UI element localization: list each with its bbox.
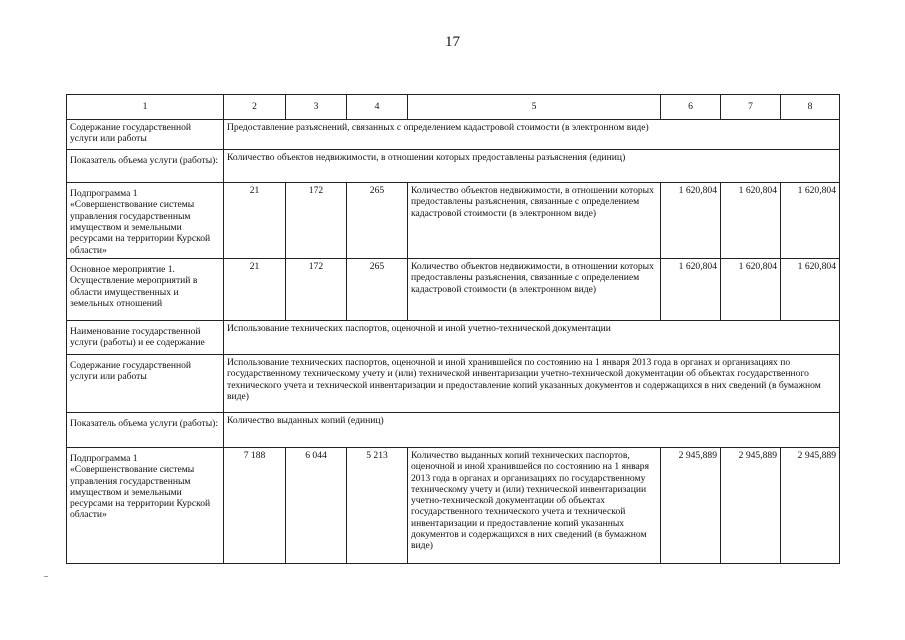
row-label: Основное мероприятие 1. Осуществление мероприятий в области имущественных и земельных отношений xyxy=(67,258,224,320)
row-span-text: Использование технических паспортов, оценочной и иной хранившейся по состоянию на 1 января 2013 года в органах и организациях по государственному техническому учету и (или) технической инвентаризации учетно-технической документации об объектах государственного технического учета и технической инвентаризации и предоставление копий указанных документов и содержащихся в них сведений (в бумажном виде) xyxy=(224,354,840,412)
cell-value: 1 620,804 xyxy=(661,258,721,320)
table-row xyxy=(67,120,840,150)
column-header: 6 xyxy=(661,95,721,120)
table-row xyxy=(67,447,840,563)
row-label: Содержание государственной услуги или работы xyxy=(67,354,224,412)
cell-value: 6 044 xyxy=(286,447,347,563)
column-header: 3 xyxy=(286,95,347,120)
table-row xyxy=(67,183,840,259)
cell-value: 7 188 xyxy=(224,447,286,563)
cell-value: 5 213 xyxy=(347,447,408,563)
column-header: 5 xyxy=(408,95,661,120)
table-row xyxy=(67,354,840,412)
cell-value: 172 xyxy=(286,258,347,320)
column-header: 2 xyxy=(224,95,286,120)
cell-description: Количество объектов недвижимости, в отношении которых предоставлены разъяснения, связанные с определением кадастровой стоимости (в электронном виде) xyxy=(408,258,661,320)
cell-description: Количество объектов недвижимости, в отношении которых предоставлены разъяснения, связанные с определением кадастровой стоимости (в электронном виде) xyxy=(408,183,661,259)
row-label: Показатель объема услуги (работы): xyxy=(67,412,224,447)
row-label: Подпрограмма 1 «Совершенствование системы управления государственным имуществом и земельными ресурсами на территории Курской области» xyxy=(67,183,224,259)
row-label: Наименование государственной услуги (работы) и ее содержание xyxy=(67,320,224,354)
cell-value: 1 620,804 xyxy=(721,183,781,259)
table-header-row xyxy=(67,95,840,120)
row-span-text: Использование технических паспортов, оценочной и иной учетно-технической документации xyxy=(224,320,840,354)
cell-value: 2 945,889 xyxy=(721,447,781,563)
table-row xyxy=(67,320,840,354)
page-number: 17 xyxy=(445,34,460,50)
row-span-text: Количество объектов недвижимости, в отношении которых предоставлены разъяснения (единиц) xyxy=(224,150,840,183)
column-header: 1 xyxy=(67,95,224,120)
cell-value: 172 xyxy=(286,183,347,259)
cell-value: 1 620,804 xyxy=(781,258,840,320)
table-row xyxy=(67,150,840,183)
cell-value: 1 620,804 xyxy=(721,258,781,320)
row-label: Подпрограмма 1 «Совершенствование системы управления государственным имуществом и земельными ресурсами на территории Курской области» xyxy=(67,447,224,563)
cell-value: 265 xyxy=(347,258,408,320)
cell-value: 21 xyxy=(224,183,286,259)
service-table xyxy=(66,94,840,564)
cell-description: Количество выданных копий технических паспортов, оценочной и иной хранившейся по состоянию на 1 января 2013 года в органах и организациях по государственному техническому учету и (или) технической инвентаризации учетно-технической документации об объектах государственного технического учета и технической инвентаризации и предоставление копий указанных документов и содержащихся в них сведений (в бумажном виде) xyxy=(408,447,661,563)
cell-value: 1 620,804 xyxy=(781,183,840,259)
column-header: 7 xyxy=(721,95,781,120)
row-span-text: Количество выданных копий (единиц) xyxy=(224,412,840,447)
cell-value: 1 620,804 xyxy=(661,183,721,259)
table-row xyxy=(67,412,840,447)
row-label: Содержание государственной услуги или работы xyxy=(67,120,224,150)
column-header: 8 xyxy=(781,95,840,120)
cell-value: 2 945,889 xyxy=(781,447,840,563)
cell-value: 21 xyxy=(224,258,286,320)
cell-value: 265 xyxy=(347,183,408,259)
cell-value: 2 945,889 xyxy=(661,447,721,563)
scan-mark xyxy=(44,576,48,577)
table-row xyxy=(67,258,840,320)
row-span-text: Предоставление разъяснений, связанных с определением кадастровой стоимости (в электронном виде) xyxy=(224,120,840,150)
column-header: 4 xyxy=(347,95,408,120)
row-label: Показатель объема услуги (работы): xyxy=(67,150,224,183)
